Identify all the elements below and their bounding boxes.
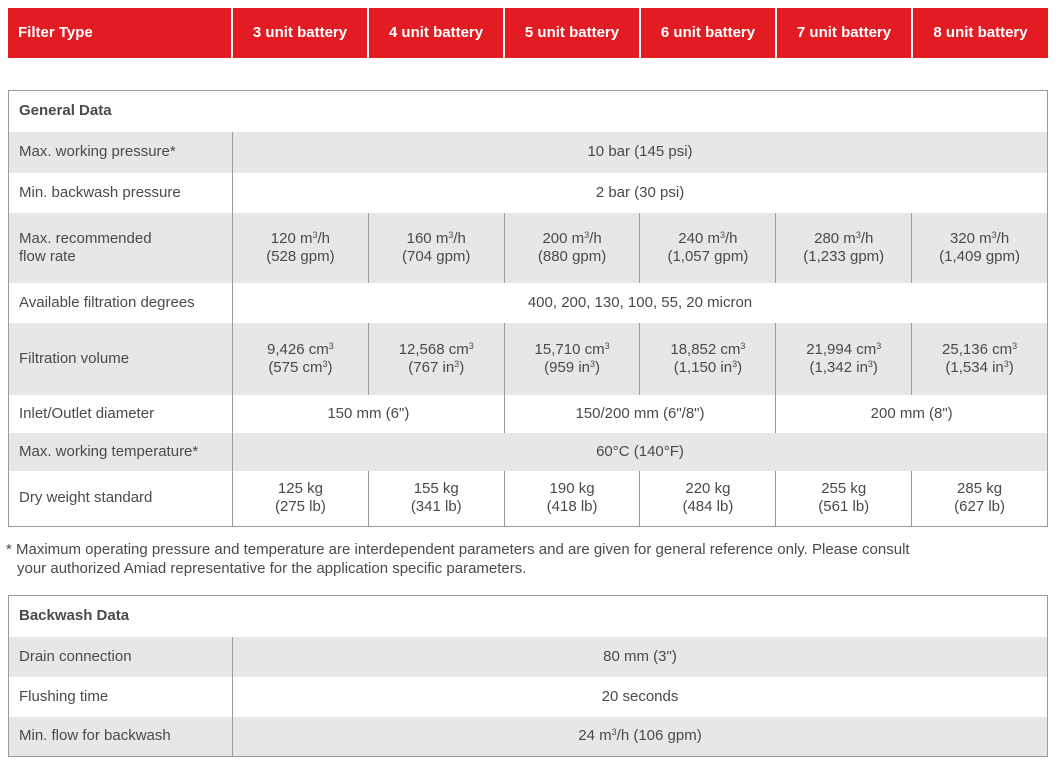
row-label: Max. working temperature* [9, 433, 233, 471]
backwash-data-table [8, 595, 1048, 757]
row-label: Max. recommended flow rate [9, 213, 233, 283]
table-row [9, 283, 1048, 323]
cell-value: 320 $m^3/h$ (1,409 gpm) [912, 213, 1048, 283]
header-col-5-unit: 5 unit battery [504, 8, 640, 58]
row-label: Available filtration degrees [9, 283, 233, 323]
table-row [9, 433, 1048, 471]
cell-value: 15,710 $cm^3$ (959 $in^3$) [504, 323, 640, 395]
table-row [9, 173, 1048, 213]
header-table [8, 8, 1048, 58]
cell-value: 21,994 $cm^3$ (1,342 $in^3$) [776, 323, 912, 395]
cell-value: 120 $m^3/h$ (528 gpm) [233, 213, 369, 283]
header-col-6-unit: 6 unit battery [640, 8, 776, 58]
cell-value: 20 seconds [233, 677, 1048, 717]
backwash-title-row [9, 596, 1048, 637]
header-col-3-unit: 3 unit battery [232, 8, 368, 58]
cell-value: 190 kg (418 lb) [504, 471, 640, 527]
cell-value: 24 $m^3/h$ (106 gpm) [233, 717, 1048, 757]
row-label: Drain connection [9, 637, 233, 677]
header-col-7-unit: 7 unit battery [776, 8, 912, 58]
row-label: Min. flow for backwash [9, 717, 233, 757]
cell-value: 150 mm (6") [233, 395, 505, 433]
cell-value: 2 bar (30 psi) [233, 173, 1048, 213]
backwash-data-title: Backwash Data [9, 596, 1048, 637]
general-data-title: General Data [9, 91, 1048, 132]
table-row [9, 717, 1048, 757]
cell-value: 220 kg (484 lb) [640, 471, 776, 527]
cell-value: 25,136 $cm^3$ (1,534 $in^3$) [912, 323, 1048, 395]
table-row [9, 395, 1048, 433]
cell-value: 12,568 $cm^3$ (767 $in^3$) [368, 323, 504, 395]
table-row [9, 637, 1048, 677]
row-label: Filtration volume [9, 323, 233, 395]
cell-value: 200 mm (8") [776, 395, 1048, 433]
cell-value: 240 $m^3/h$ (1,057 gpm) [640, 213, 776, 283]
footnote-line-1: * Maximum operating pressure and temperature are interdependent parameters and are given for general reference only. Please consult [6, 541, 910, 558]
table-row [9, 323, 1048, 395]
cell-value: 400, 200, 130, 100, 55, 20 micron [233, 283, 1048, 323]
row-label: Dry weight standard [9, 471, 233, 527]
cell-value: 155 kg (341 lb) [368, 471, 504, 527]
row-label: Min. backwash pressure [9, 173, 233, 213]
table-row [9, 677, 1048, 717]
cell-value: 150/200 mm (6"/8") [504, 395, 776, 433]
table-row [9, 213, 1048, 283]
header-col-8-unit: 8 unit battery [912, 8, 1048, 58]
cell-value: 80 mm (3") [233, 637, 1048, 677]
cell-value: 9,426 $cm^3$ (575 $cm^3$) [233, 323, 369, 395]
cell-value: 255 kg (561 lb) [776, 471, 912, 527]
row-label: Inlet/Outlet diameter [9, 395, 233, 433]
footnote [6, 540, 1056, 578]
cell-value: 60°C (140°F) [233, 433, 1048, 471]
cell-value: 160 $m^3/h$ (704 gpm) [368, 213, 504, 283]
cell-value: 280 $m^3/h$ (1,233 gpm) [776, 213, 912, 283]
header-col-4-unit: 4 unit battery [368, 8, 504, 58]
cell-value: 285 kg (627 lb) [912, 471, 1048, 527]
row-label: Max. working pressure* [9, 132, 233, 173]
general-data-table [8, 90, 1048, 527]
row-label: Flushing time [9, 677, 233, 717]
footnote-line-2: your authorized Amiad representative for the application specific parameters. [17, 560, 527, 577]
table-row [9, 471, 1048, 527]
general-title-row [9, 91, 1048, 132]
table-row [9, 132, 1048, 173]
header-row [8, 8, 1048, 58]
cell-value: 125 kg (275 lb) [233, 471, 369, 527]
cell-value: 200 $m^3/h$ (880 gpm) [504, 213, 640, 283]
cell-value: 10 bar (145 psi) [233, 132, 1048, 173]
cell-value: 18,852 $cm^3$ (1,150 $in^3$) [640, 323, 776, 395]
header-filter-type: Filter Type [8, 8, 232, 58]
